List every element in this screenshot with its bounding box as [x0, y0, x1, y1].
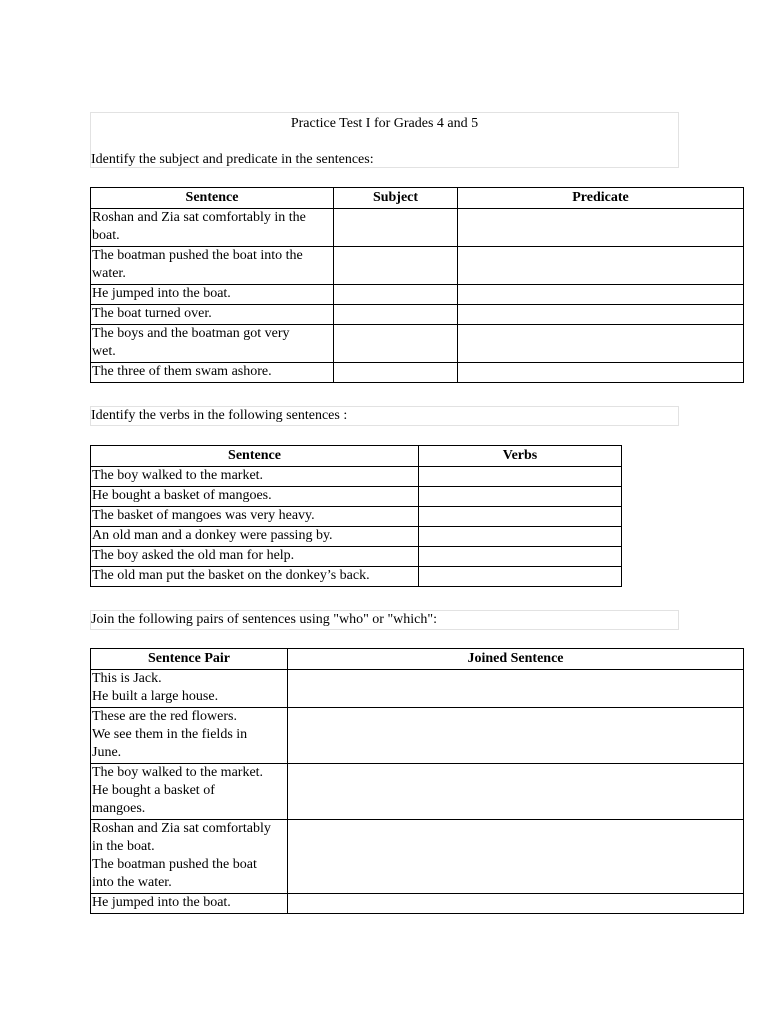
joined-sentence-answer-cell[interactable] [288, 670, 744, 708]
sentence-cell: The boy walked to the market. [91, 467, 419, 487]
column-header-verbs: Verbs [419, 446, 622, 467]
sentence-cell: He bought a basket of mangoes. [91, 487, 419, 507]
header-box [90, 112, 679, 168]
subject-answer-cell[interactable] [334, 363, 458, 383]
predicate-answer-cell[interactable] [458, 305, 744, 325]
table-row [91, 247, 744, 285]
table-row [91, 487, 622, 507]
table-header-row [91, 188, 744, 209]
verbs-answer-cell[interactable] [419, 527, 622, 547]
verbs-answer-cell[interactable] [419, 567, 622, 587]
sentence-cell: He jumped into the boat. [91, 285, 334, 305]
table-row [91, 325, 744, 363]
verbs-instruction-box [90, 406, 679, 426]
table-row [91, 209, 744, 247]
table-header-row [91, 649, 744, 670]
predicate-answer-cell[interactable] [458, 247, 744, 285]
column-header-predicate: Predicate [458, 188, 744, 209]
column-header-sentence-pair: Sentence Pair [91, 649, 288, 670]
column-header-subject: Subject [334, 188, 458, 209]
page-title: Practice Test I for Grades 4 and 5 [290, 116, 479, 131]
table-row [91, 894, 744, 914]
instruction-join: Join the following pairs of sentences using "who" or "which": [91, 612, 437, 627]
sentence-cell: The basket of mangoes was very heavy. [91, 507, 419, 527]
table-row [91, 467, 622, 487]
sentence-pair-cell: Roshan and Zia sat comfortably in the boat. The boatman pushed the boat into the water. [91, 820, 288, 894]
subject-predicate-table [90, 187, 744, 383]
subject-answer-cell[interactable] [334, 325, 458, 363]
table-header-row [91, 446, 622, 467]
column-header-joined-sentence: Joined Sentence [288, 649, 744, 670]
table-row [91, 764, 744, 820]
sentence-cell: The three of them swam ashore. [91, 363, 334, 383]
subject-answer-cell[interactable] [334, 305, 458, 325]
verbs-answer-cell[interactable] [419, 467, 622, 487]
column-header-sentence: Sentence [91, 446, 419, 467]
subject-answer-cell[interactable] [334, 285, 458, 305]
table-row [91, 820, 744, 894]
sentence-cell: Roshan and Zia sat comfortably in the boat. [91, 209, 334, 247]
sentence-cell: The boatman pushed the boat into the water. [91, 247, 334, 285]
table-row [91, 547, 622, 567]
sentence-pair-cell: He jumped into the boat. [91, 894, 288, 914]
table-row [91, 708, 744, 764]
joined-sentence-answer-cell[interactable] [288, 894, 744, 914]
predicate-answer-cell[interactable] [458, 285, 744, 305]
table-row [91, 670, 744, 708]
subject-answer-cell[interactable] [334, 209, 458, 247]
sentence-cell: The old man put the basket on the donkey’s back. [91, 567, 419, 587]
sentence-cell: The boys and the boatman got very wet. [91, 325, 334, 363]
sentence-cell: The boy asked the old man for help. [91, 547, 419, 567]
table-row [91, 527, 622, 547]
column-header-sentence: Sentence [91, 188, 334, 209]
predicate-answer-cell[interactable] [458, 363, 744, 383]
sentence-cell: An old man and a donkey were passing by. [91, 527, 419, 547]
join-instruction-box [90, 610, 679, 630]
joined-sentence-answer-cell[interactable] [288, 764, 744, 820]
joined-sentence-answer-cell[interactable] [288, 820, 744, 894]
sentence-pair-cell: The boy walked to the market. He bought a basket of mangoes. [91, 764, 288, 820]
table-row [91, 567, 622, 587]
sentence-pair-cell: This is Jack. He built a large house. [91, 670, 288, 708]
verbs-answer-cell[interactable] [419, 487, 622, 507]
predicate-answer-cell[interactable] [458, 209, 744, 247]
sentence-pair-cell: These are the red flowers. We see them in the fields in June. [91, 708, 288, 764]
instruction-subject-predicate: Identify the subject and predicate in the sentences: [91, 152, 374, 167]
table-row [91, 285, 744, 305]
verbs-answer-cell[interactable] [419, 507, 622, 527]
verbs-table [90, 445, 622, 587]
verbs-answer-cell[interactable] [419, 547, 622, 567]
table-row [91, 507, 622, 527]
subject-answer-cell[interactable] [334, 247, 458, 285]
sentence-cell: The boat turned over. [91, 305, 334, 325]
instruction-verbs: Identify the verbs in the following sentences : [91, 408, 348, 423]
joined-sentence-answer-cell[interactable] [288, 708, 744, 764]
table-row [91, 305, 744, 325]
join-sentences-table [90, 648, 744, 914]
table-row [91, 363, 744, 383]
predicate-answer-cell[interactable] [458, 325, 744, 363]
